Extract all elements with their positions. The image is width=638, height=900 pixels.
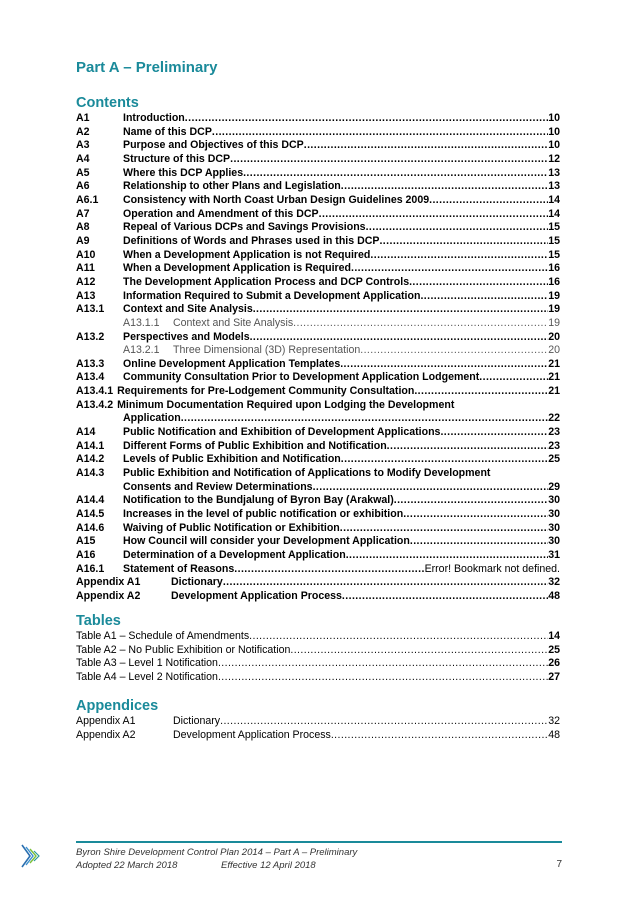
dot-leader (243, 167, 548, 181)
toc-entry-page: 19 (548, 289, 560, 302)
dot-leader (409, 276, 548, 290)
toc-entry-number: A13.2 (76, 330, 105, 343)
toc-entry-number: A6 (76, 180, 90, 193)
toc-entry-number: A16.1 (76, 562, 105, 575)
tables-heading: Tables (76, 613, 121, 629)
dot-leader (414, 385, 548, 399)
dot-leader (341, 180, 548, 194)
toc-entry[interactable] (76, 494, 560, 508)
toc-entry-page: 15 (548, 234, 560, 247)
toc-entry-page: 48 (548, 589, 560, 602)
toc-entry[interactable] (76, 508, 560, 522)
dot-leader (181, 412, 549, 426)
toc-entry-page: 23 (548, 439, 560, 452)
toc-entry-title-continued: Consents and Review Determinations (123, 480, 313, 493)
toc-entry-number: A10 (76, 248, 96, 261)
dot-leader (218, 657, 548, 671)
toc-entry-title: Determination of a Development Application (123, 549, 346, 561)
toc-entry-title: Development Application Process (171, 589, 342, 602)
toc-entry-number: A3 (76, 139, 90, 152)
toc-entry-title: Perspectives and Models (123, 330, 250, 343)
toc-entry-number: A13.1.1 (123, 316, 160, 329)
toc-entry-number: A4 (76, 152, 90, 165)
appendices-list (76, 715, 560, 742)
toc-entry[interactable] (76, 522, 560, 536)
table-entry-page: 27 (548, 670, 560, 683)
toc-entry-number: A15 (76, 535, 96, 548)
toc-entry-page: 21 (548, 371, 560, 384)
page-number: 7 (556, 859, 562, 870)
toc-entry-page: 15 (548, 221, 560, 234)
toc-entry-page: 30 (548, 535, 560, 548)
page-title: Part A – Preliminary (76, 59, 218, 76)
dot-leader (340, 522, 548, 536)
toc-entry-number: A9 (76, 234, 90, 247)
toc-entry-title: Increases in the level of public notification or exhibition (123, 508, 404, 521)
toc-entry-number: A5 (76, 166, 90, 179)
dot-leader (403, 508, 548, 522)
toc-entry-title: When a Development Application is not Required (123, 248, 371, 261)
table-list-entry[interactable] (76, 630, 560, 644)
dot-leader (313, 481, 549, 495)
dot-leader (410, 535, 548, 549)
table-entry-title: Table A2 – No Public Exhibition or Notification (76, 643, 291, 656)
toc-entry[interactable] (76, 453, 560, 467)
table-entry-title: Table A3 – Level 1 Notification (76, 657, 218, 670)
toc-entry-number: A13 (76, 289, 96, 302)
toc-entry-page: 32 (548, 576, 560, 589)
toc-entry-number: A13.3 (76, 357, 105, 370)
toc-entry[interactable] (76, 153, 560, 167)
toc-entry-number: A1 (76, 112, 90, 124)
toc-entry[interactable] (76, 399, 560, 426)
toc-entry-page: 21 (548, 385, 560, 398)
toc-entry-title: Introduction (123, 112, 185, 124)
toc-entry-title: Waiving of Public Notification or Exhibition (123, 521, 340, 534)
dot-leader (185, 112, 548, 126)
dot-leader (304, 139, 548, 153)
toc-entry-title: Dictionary (171, 576, 223, 589)
byron-shire-logo-icon (20, 843, 50, 869)
toc-entry-page: 30 (548, 494, 560, 507)
toc-entry-page: 15 (548, 248, 560, 261)
appendix-entry-title: Dictionary (173, 715, 221, 727)
toc-entry[interactable] (76, 126, 560, 140)
dot-leader (293, 317, 548, 331)
dot-leader (394, 494, 548, 508)
toc-entry-title: Notification to the Bundjalung of Byron Bay (Arakwal) (123, 494, 394, 507)
toc-entry-number: A14 (76, 426, 96, 439)
toc-entry-number: A13.1 (76, 303, 105, 316)
toc-entry[interactable] (76, 563, 560, 577)
toc-entry-number: A13.4 (76, 371, 105, 384)
table-entry-page: 25 (548, 643, 560, 656)
toc-entry[interactable] (76, 249, 560, 263)
toc-entry-number: A7 (76, 207, 90, 220)
table-entry-page: 26 (548, 657, 560, 670)
toc-entry[interactable] (76, 358, 560, 372)
toc-entry-page: 10 (548, 112, 560, 124)
dot-leader (360, 344, 548, 358)
toc-entry-title: Name of this DCP (123, 125, 212, 138)
toc-entry-title: Levels of Public Exhibition and Notification (123, 453, 341, 466)
dot-leader (366, 221, 549, 235)
toc-entry-number: A14.5 (76, 508, 105, 521)
toc-entry-title: Context and Site Analysis (123, 303, 253, 316)
toc-entry-page: 16 (548, 275, 560, 288)
dot-leader (341, 453, 548, 467)
toc-entry-title: Minimum Documentation Required upon Lodging the Development (117, 398, 455, 411)
toc-entry-title: Operation and Amendment of this DCP (123, 207, 319, 220)
toc-entry-title: Online Development Application Templates (123, 357, 341, 370)
toc-entry-page: 14 (548, 207, 560, 220)
toc-entry-number: A2 (76, 125, 90, 138)
toc-entry[interactable] (76, 262, 560, 276)
dot-leader (440, 426, 548, 440)
toc-entry-page: 29 (548, 480, 560, 493)
toc-entry[interactable] (76, 385, 560, 399)
toc-entry-number: A13.4.2 (76, 398, 114, 411)
toc-entry-page: Error! Bookmark not defined. (424, 562, 560, 575)
dot-leader (331, 729, 548, 743)
toc-entry-page: 30 (548, 521, 560, 534)
footer-effective-date: Effective 12 April 2018 (221, 859, 316, 871)
toc-entry[interactable] (76, 535, 560, 549)
footer-text (76, 847, 357, 872)
dot-leader (250, 331, 549, 345)
table-list-entry[interactable] (76, 644, 560, 658)
toc-entry-page: 13 (548, 180, 560, 193)
dot-leader (212, 126, 548, 140)
toc-entry-page: 25 (548, 453, 560, 466)
toc-entry[interactable] (76, 426, 560, 440)
toc-entry-title: Three Dimensional (3D) Representation (173, 344, 361, 357)
toc-entry-title: How Council will consider your Development Application (123, 535, 410, 548)
appendix-entry-page: 48 (548, 728, 560, 741)
toc-entry-title: Relationship to other Plans and Legislation (123, 180, 341, 193)
toc-entry-title: Information Required to Submit a Development Application (123, 289, 421, 302)
toc-entry-page: 20 (548, 330, 560, 343)
dot-leader (290, 644, 548, 658)
table-list-entry[interactable] (76, 671, 560, 685)
toc-entry[interactable] (76, 235, 560, 249)
appendix-entry[interactable] (76, 729, 560, 743)
toc-entry[interactable] (76, 590, 560, 604)
toc-entry-number: A14.4 (76, 494, 105, 507)
toc-entry-page: 19 (548, 316, 560, 329)
table-entry-title: Table A1 – Schedule of Amendments (76, 630, 250, 642)
dot-leader (223, 576, 548, 590)
toc-entry-number: A14.1 (76, 439, 105, 452)
toc-entry-page: 30 (548, 508, 560, 521)
toc-entry-title: Different Forms of Public Exhibition and Notification (123, 439, 387, 452)
toc-entry-number: A13.4.1 (76, 385, 114, 398)
toc-entry-page: 31 (548, 549, 560, 561)
dot-leader (346, 549, 549, 563)
toc-entry-number: A12 (76, 275, 96, 288)
toc-entry-page: 16 (548, 262, 560, 275)
appendix-entry-title: Development Application Process (173, 728, 331, 741)
dot-leader (370, 249, 548, 263)
toc-entry-number: A13.2.1 (123, 344, 160, 357)
toc-entry[interactable] (76, 276, 560, 290)
contents-heading: Contents (76, 95, 139, 111)
dot-leader (340, 358, 548, 372)
dot-leader (387, 440, 549, 454)
toc-entry-page: 13 (548, 166, 560, 179)
dot-leader (351, 262, 548, 276)
table-entry-page: 14 (548, 630, 560, 642)
toc-entry-title: Consistency with North Coast Urban Design Guidelines 2009 (123, 193, 430, 206)
toc-entry-title: Public Exhibition and Notification of Applications to Modify Development (123, 467, 491, 480)
dot-leader (218, 671, 548, 685)
toc-entry[interactable] (76, 317, 560, 331)
contents-list (76, 112, 560, 604)
tables-list (76, 630, 560, 685)
toc-entry-title-continued: Application (123, 412, 181, 425)
toc-entry[interactable] (76, 467, 560, 494)
toc-entry-number: A16 (76, 549, 96, 561)
toc-entry[interactable] (76, 303, 560, 317)
toc-entry-title: Context and Site Analysis (173, 316, 294, 329)
dot-leader (234, 563, 424, 577)
table-entry-title: Table A4 – Level 2 Notification (76, 670, 218, 683)
toc-entry[interactable] (76, 208, 560, 222)
toc-entry[interactable] (76, 371, 560, 385)
toc-entry-page: 19 (548, 303, 560, 316)
appendix-entry[interactable] (76, 715, 560, 729)
dot-leader (253, 303, 548, 317)
toc-entry[interactable] (76, 221, 560, 235)
footer-adopted-date: Adopted 22 March 2018 (76, 859, 178, 871)
toc-entry[interactable] (76, 549, 560, 563)
toc-entry-number: A14.2 (76, 453, 105, 466)
toc-entry[interactable] (76, 112, 560, 126)
toc-entry-title: Public Notification and Exhibition of Development Applications (123, 426, 441, 439)
toc-entry-title: Where this DCP Applies (123, 166, 244, 179)
footer-document-title: Byron Shire Development Control Plan 2014 – Part A – Preliminary (76, 847, 358, 858)
toc-entry[interactable] (76, 344, 560, 358)
footer-rule (76, 841, 562, 843)
toc-entry-number: Appendix A2 (76, 589, 141, 602)
toc-entry-title: When a Development Application is Required (123, 262, 351, 275)
dot-leader (479, 371, 548, 385)
dot-leader (420, 290, 548, 304)
toc-entry-number: A14.6 (76, 521, 105, 534)
toc-entry-page: 23 (548, 426, 560, 439)
appendix-entry-number: Appendix A2 (76, 728, 136, 741)
toc-entry-page: 10 (548, 139, 560, 152)
appendix-entry-page: 32 (548, 715, 560, 727)
toc-entry-title: Repeal of Various DCPs and Savings Provisions (123, 221, 366, 234)
dot-leader (220, 715, 548, 729)
toc-entry[interactable] (76, 290, 560, 304)
toc-entry[interactable] (76, 576, 560, 590)
toc-entry-page: 20 (548, 344, 560, 357)
toc-entry-title: Structure of this DCP (123, 152, 231, 165)
dot-leader (319, 208, 549, 222)
dot-leader (249, 630, 548, 644)
table-list-entry[interactable] (76, 657, 560, 671)
toc-entry-page: 14 (548, 193, 560, 206)
appendix-entry-number: Appendix A1 (76, 715, 136, 727)
toc-entry-number: A14.3 (76, 467, 105, 480)
dot-leader (429, 194, 548, 208)
toc-entry-title: Purpose and Objectives of this DCP (123, 139, 304, 152)
toc-entry-number: A11 (76, 262, 95, 275)
appendices-heading: Appendices (76, 698, 159, 714)
toc-entry[interactable] (76, 440, 560, 454)
toc-entry-number: A6.1 (76, 193, 99, 206)
dot-leader (342, 590, 548, 604)
toc-entry-number: Appendix A1 (76, 576, 141, 589)
toc-entry-title: Community Consultation Prior to Development Application Lodgement (123, 371, 480, 384)
toc-entry-title: The Development Application Process and DCP Controls (123, 275, 410, 288)
toc-entry-number: A8 (76, 221, 90, 234)
toc-entry-page: 10 (548, 125, 560, 138)
toc-entry[interactable] (76, 194, 560, 208)
toc-entry-page: 21 (548, 357, 560, 370)
dot-leader (230, 153, 548, 167)
toc-entry[interactable] (76, 139, 560, 153)
toc-entry[interactable] (76, 331, 560, 345)
toc-entry-title: Definitions of Words and Phrases used in this DCP (123, 234, 380, 247)
toc-entry-title: Statement of Reasons (123, 562, 235, 575)
toc-entry[interactable] (76, 180, 560, 194)
toc-entry[interactable] (76, 167, 560, 181)
toc-entry-page: 22 (548, 412, 560, 425)
toc-entry-page: 12 (548, 152, 560, 165)
toc-entry-title: Requirements for Pre-Lodgement Community Consultation (117, 385, 415, 398)
dot-leader (379, 235, 548, 249)
